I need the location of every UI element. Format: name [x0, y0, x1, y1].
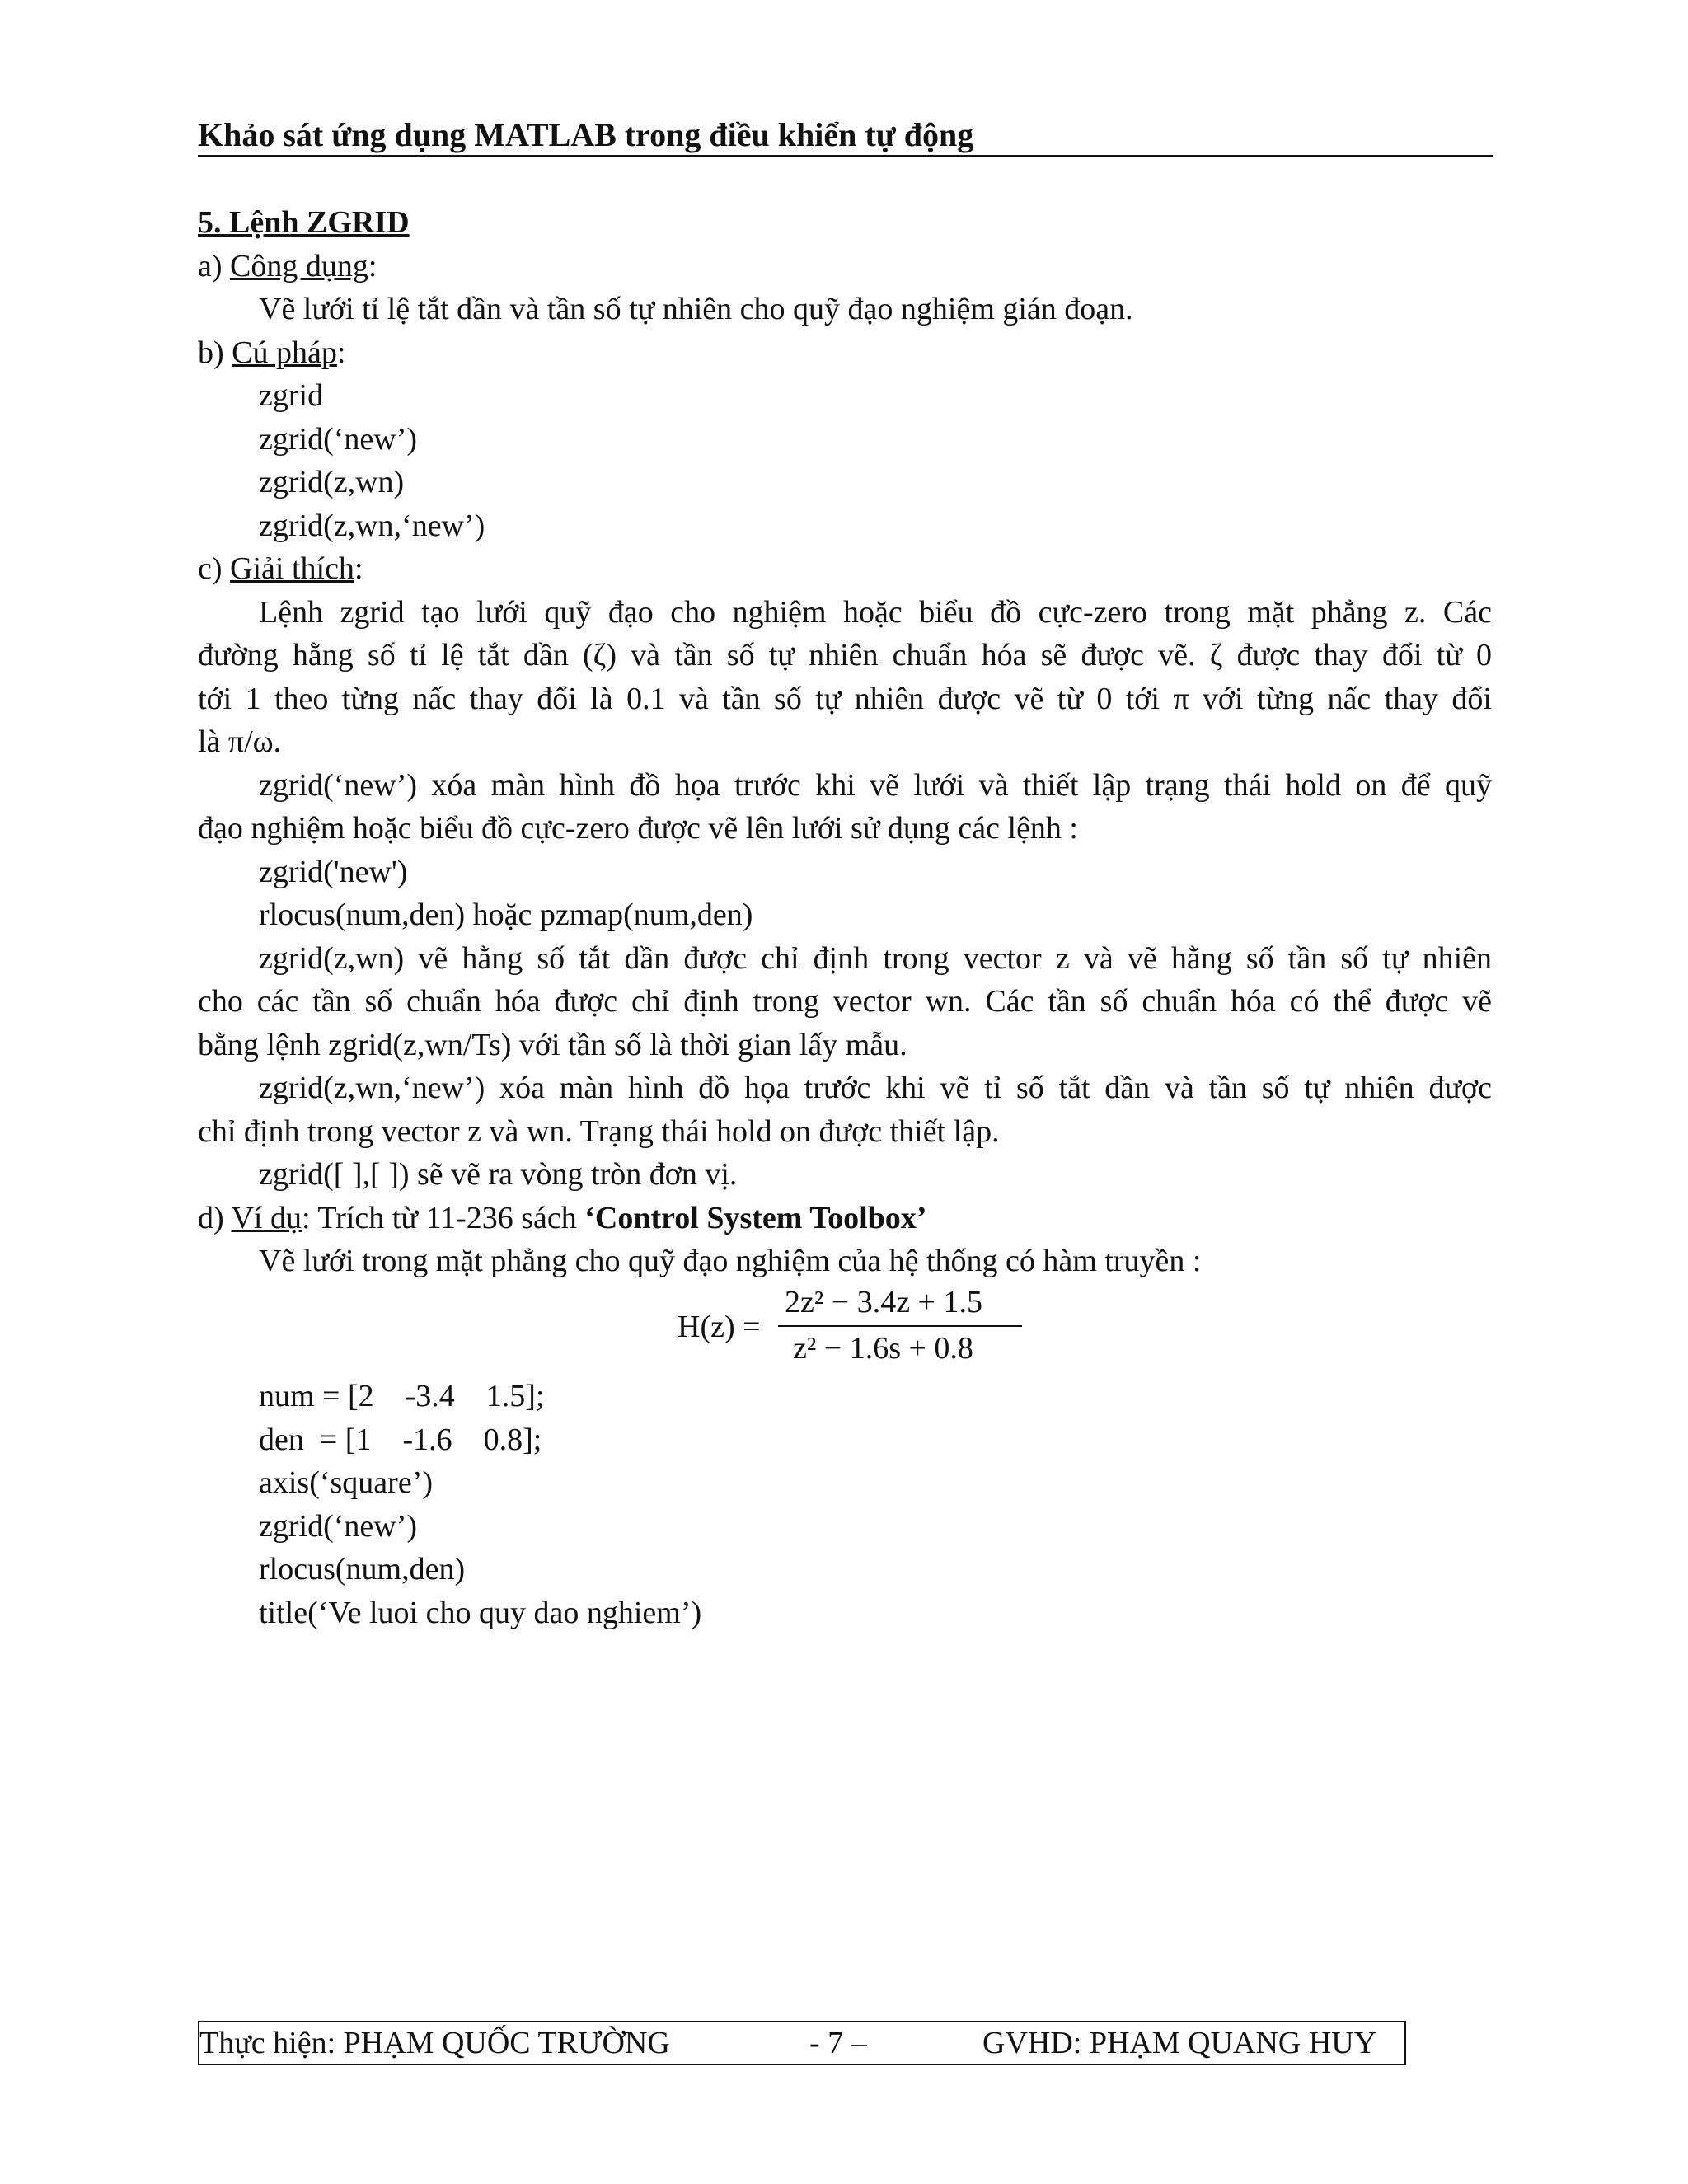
syntax-line: zgrid(z,wn,‘new’) — [259, 508, 485, 543]
section-heading-text: 5. Lệnh ZGRID — [198, 205, 410, 240]
subsection-a-heading — [198, 245, 1492, 288]
header-divider — [198, 155, 1493, 157]
subsection-d-colon: : — [301, 1200, 311, 1235]
page-footer — [198, 2021, 1406, 2065]
paragraph-line: zgrid(z,wn,‘new’) xóa màn hình đồ họa trước khi vẽ tỉ số tắt dần và tần số tự nhiên được — [259, 1071, 1492, 1105]
formula-lhs: H(z) = — [678, 1310, 761, 1344]
paragraph-line: đạo nghiệm hoặc biểu đồ cực-zero được vẽ lên lưới sử dụng các lệnh : — [198, 811, 1078, 846]
subsection-d-text: Trích từ 11-236 sách — [310, 1200, 585, 1235]
code-line: title(‘Ve luoi cho quy dao nghiem’) — [259, 1595, 702, 1630]
paragraph-line: zgrid(‘new’) xóa màn hình đồ họa trước khi vẽ lưới và thiết lập trạng thái hold on để quỹ — [259, 767, 1492, 803]
subsection-d-label: Ví dụ — [231, 1200, 302, 1235]
example-intro: Vẽ lưới trong mặt phẳng cho quỹ đạo nghiệm của hệ thống có hàm truyền : — [259, 1244, 1202, 1278]
subsection-b-heading — [198, 331, 1492, 375]
paragraph-line: zgrid(z,wn) vẽ hằng số tắt dần được chỉ định trong vector z và vẽ hằng số tần số tự nhiên — [259, 940, 1492, 976]
syntax-line: zgrid — [259, 378, 324, 413]
document-body — [198, 201, 1492, 1283]
subsection-a-label: Công dụng — [230, 248, 368, 284]
code-line: axis(‘square’) — [259, 1465, 434, 1500]
subsection-c-label: Giải thích — [230, 551, 354, 586]
subsection-a-prefix: a) — [198, 248, 231, 284]
subsection-a-text: Vẽ lưới tỉ lệ tắt dần và tần số tự nhiên cho quỹ đạo nghiệm gián đoạn. — [259, 292, 1133, 326]
section-heading — [198, 201, 1492, 245]
subsection-b-prefix: b) — [198, 335, 232, 370]
subsection-a-colon: : — [368, 248, 377, 284]
inline-code-line: zgrid('new') — [259, 854, 408, 889]
formula-numerator: 2z² − 3.4z + 1.5 — [785, 1285, 982, 1319]
subsection-c-heading — [198, 547, 1492, 591]
subsection-d-heading — [198, 1197, 1492, 1240]
page-header-title: Khảo sát ứng dụng MATLAB trong điều khiển tự động — [198, 116, 974, 153]
code-line: num = [2 -3.4 1.5]; — [259, 1379, 545, 1413]
code-line: zgrid(‘new’) — [259, 1508, 418, 1544]
code-line: den = [1 -1.6 0.8]; — [259, 1422, 542, 1457]
subsection-c-prefix: c) — [198, 551, 231, 586]
syntax-line: zgrid(‘new’) — [259, 421, 418, 457]
footer-advisor: GVHD: PHẠM QUANG HUY — [982, 2026, 1377, 2060]
paragraph-line: là π/ω. — [198, 724, 282, 759]
syntax-line: zgrid(z,wn) — [259, 465, 405, 499]
paragraph-line: Lệnh zgrid tạo lưới quỹ đạo cho nghiệm hoặc biểu đồ cực-zero trong mặt phẳng z. Các — [259, 594, 1492, 630]
subsection-c-colon: : — [354, 551, 363, 586]
example-code-block — [259, 1375, 701, 1634]
paragraph-line: tới 1 theo từng nấc thay đổi là 0.1 và tần số tự nhiên được vẽ từ 0 tới π với từng nấc thay đổi — [198, 681, 1492, 716]
fraction-bar — [778, 1325, 1022, 1327]
paragraph-line: chỉ định trong vector z và wn. Trạng thái hold on được thiết lập. — [198, 1113, 1000, 1149]
book-title: ‘Control System Toolbox’ — [584, 1200, 927, 1235]
footer-author: Thực hiện: PHẠM QUỐC TRƯỜNG — [199, 2026, 670, 2060]
footer-page-number: - 7 – — [809, 2026, 867, 2060]
code-line: rlocus(num,den) — [259, 1552, 466, 1586]
paragraph-line: bằng lệnh zgrid(z,wn/Ts) với tần số là thời gian lấy mẫu. — [198, 1027, 907, 1062]
paragraph-line: zgrid([ ],[ ]) sẽ vẽ ra vòng tròn đơn vị. — [259, 1157, 738, 1192]
subsection-b-label: Cú pháp — [232, 335, 337, 370]
inline-code-line: rlocus(num,den) hoặc pzmap(num,den) — [259, 898, 753, 932]
subsection-b-colon: : — [336, 335, 346, 370]
formula-denominator: z² − 1.6s + 0.8 — [793, 1331, 973, 1366]
paragraph-line: cho các tần số chuẩn hóa được chỉ định trong vector wn. Các tần số chuẩn hóa có thể được vẽ — [198, 984, 1492, 1019]
subsection-d-prefix: d) — [198, 1200, 232, 1235]
paragraph-line: đường hằng số tỉ lệ tắt dần (ζ) và tần số tự nhiên chuẩn hóa sẽ được vẽ. ζ được thay đổi từ 0 — [198, 638, 1492, 673]
transfer-function-formula — [678, 1284, 1024, 1375]
